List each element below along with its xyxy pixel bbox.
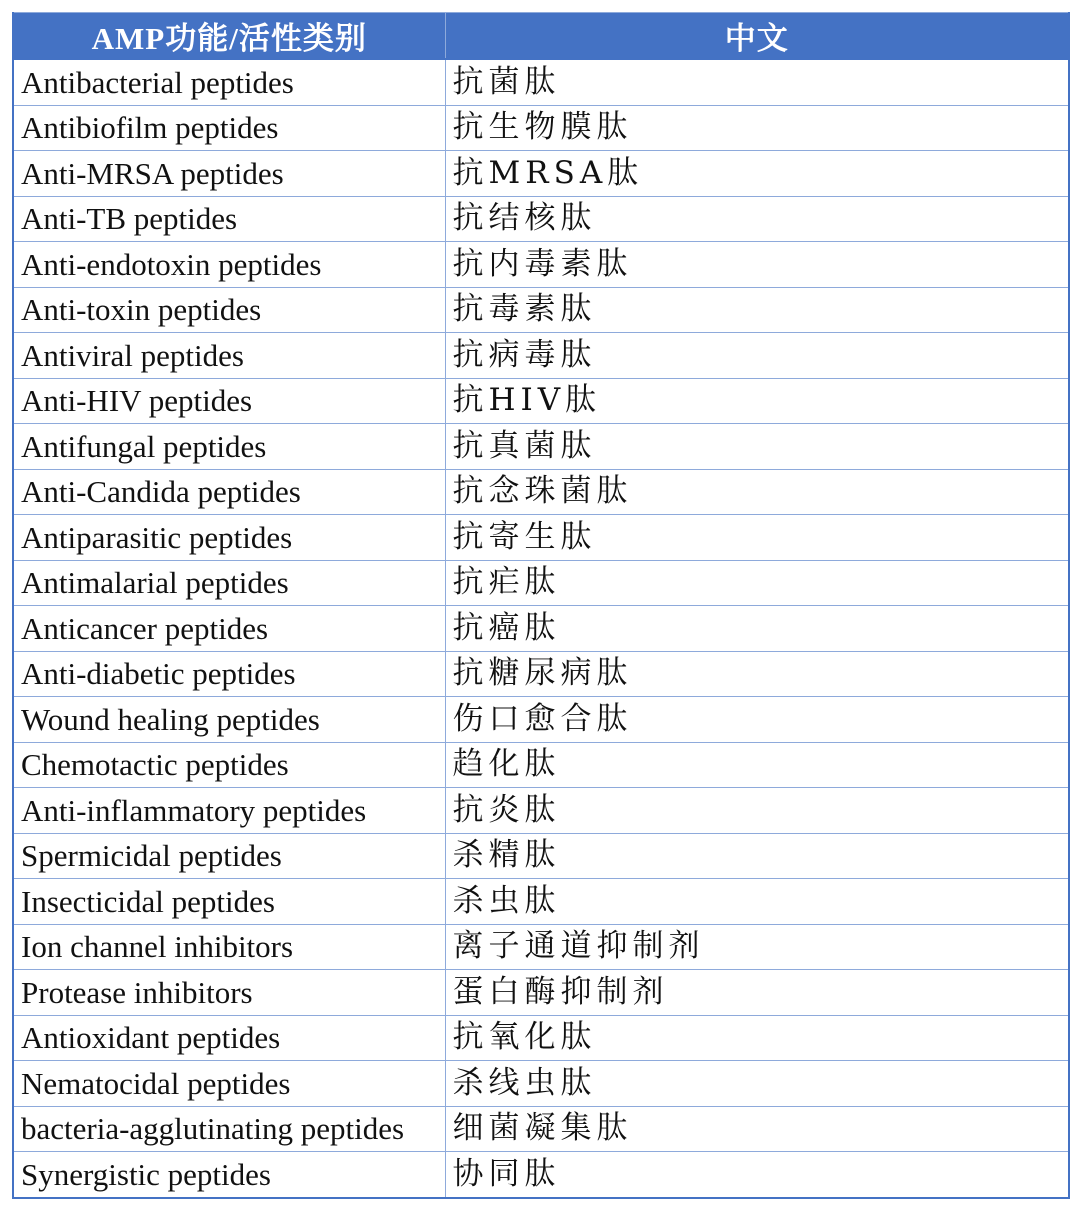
table-row xyxy=(13,924,1069,970)
cell-category-zh: 抗生物膜肽 xyxy=(445,105,1069,151)
cell-category-en: Antibacterial peptides xyxy=(13,59,445,105)
cell-category-zh: 抗病毒肽 xyxy=(445,333,1069,379)
cell-category-en: Protease inhibitors xyxy=(13,970,445,1016)
cell-category-zh: 伤口愈合肽 xyxy=(445,697,1069,743)
amp-activity-table xyxy=(12,12,1070,1199)
table-row xyxy=(13,242,1069,288)
cell-category-zh: 离子通道抑制剂 xyxy=(445,924,1069,970)
table-row xyxy=(13,697,1069,743)
cell-category-zh: 抗真菌肽 xyxy=(445,424,1069,470)
table-row xyxy=(13,59,1069,105)
cell-category-en: Anti-Candida peptides xyxy=(13,469,445,515)
cell-category-en: Antiviral peptides xyxy=(13,333,445,379)
cell-category-en: bacteria-agglutinating peptides xyxy=(13,1106,445,1152)
cell-category-zh: 抗结核肽 xyxy=(445,196,1069,242)
cell-category-en: Chemotactic peptides xyxy=(13,742,445,788)
table-row xyxy=(13,788,1069,834)
cell-category-zh: 抗氧化肽 xyxy=(445,1015,1069,1061)
cell-category-zh: 杀精肽 xyxy=(445,833,1069,879)
cell-category-zh: 杀虫肽 xyxy=(445,879,1069,925)
cell-category-zh: 杀线虫肽 xyxy=(445,1061,1069,1107)
table-body xyxy=(13,59,1069,1198)
table-row xyxy=(13,424,1069,470)
cell-category-en: Wound healing peptides xyxy=(13,697,445,743)
table-row xyxy=(13,1015,1069,1061)
cell-category-en: Nematocidal peptides xyxy=(13,1061,445,1107)
table-row xyxy=(13,287,1069,333)
table-row xyxy=(13,1152,1069,1198)
table-row xyxy=(13,970,1069,1016)
cell-category-zh: 抗炎肽 xyxy=(445,788,1069,834)
cell-category-en: Anti-toxin peptides xyxy=(13,287,445,333)
cell-category-zh: 抗菌肽 xyxy=(445,59,1069,105)
cell-category-zh: 抗毒素肽 xyxy=(445,287,1069,333)
header-category: AMP功能/活性类别 xyxy=(13,13,445,60)
table-row xyxy=(13,1106,1069,1152)
cell-category-en: Anti-HIV peptides xyxy=(13,378,445,424)
cell-category-en: Spermicidal peptides xyxy=(13,833,445,879)
table-row xyxy=(13,378,1069,424)
table-row xyxy=(13,742,1069,788)
cell-category-en: Anti-TB peptides xyxy=(13,196,445,242)
cell-category-en: Insecticidal peptides xyxy=(13,879,445,925)
cell-category-zh: 协同肽 xyxy=(445,1152,1069,1198)
cell-category-zh: 蛋白酶抑制剂 xyxy=(445,970,1069,1016)
cell-category-en: Antioxidant peptides xyxy=(13,1015,445,1061)
cell-category-zh: 趋化肽 xyxy=(445,742,1069,788)
table-row xyxy=(13,333,1069,379)
header-row xyxy=(13,13,1069,60)
table-row xyxy=(13,469,1069,515)
cell-category-en: Antifungal peptides xyxy=(13,424,445,470)
cell-category-en: Anti-diabetic peptides xyxy=(13,651,445,697)
table-row xyxy=(13,560,1069,606)
cell-category-zh: 细菌凝集肽 xyxy=(445,1106,1069,1152)
cell-category-zh: 抗疟肽 xyxy=(445,560,1069,606)
cell-category-en: Ion channel inhibitors xyxy=(13,924,445,970)
table-row xyxy=(13,515,1069,561)
cell-category-zh: 抗念珠菌肽 xyxy=(445,469,1069,515)
cell-category-zh: 抗糖尿病肽 xyxy=(445,651,1069,697)
cell-category-zh: 抗寄生肽 xyxy=(445,515,1069,561)
table-row xyxy=(13,606,1069,652)
cell-category-en: Anti-inflammatory peptides xyxy=(13,788,445,834)
table-row xyxy=(13,151,1069,197)
table-header xyxy=(13,13,1069,60)
cell-category-en: Anti-endotoxin peptides xyxy=(13,242,445,288)
cell-category-zh: 抗内毒素肽 xyxy=(445,242,1069,288)
cell-category-en: Antimalarial peptides xyxy=(13,560,445,606)
table-row xyxy=(13,196,1069,242)
cell-category-zh: 抗MRSA肽 xyxy=(445,151,1069,197)
cell-category-zh: 抗癌肽 xyxy=(445,606,1069,652)
table-row xyxy=(13,1061,1069,1107)
cell-category-en: Antiparasitic peptides xyxy=(13,515,445,561)
table-row xyxy=(13,105,1069,151)
cell-category-en: Antibiofilm peptides xyxy=(13,105,445,151)
header-chinese: 中文 xyxy=(445,13,1069,60)
cell-category-en: Anticancer peptides xyxy=(13,606,445,652)
table-row xyxy=(13,879,1069,925)
table-row xyxy=(13,833,1069,879)
table-row xyxy=(13,651,1069,697)
cell-category-en: Synergistic peptides xyxy=(13,1152,445,1198)
cell-category-en: Anti-MRSA peptides xyxy=(13,151,445,197)
cell-category-zh: 抗HIV肽 xyxy=(445,378,1069,424)
